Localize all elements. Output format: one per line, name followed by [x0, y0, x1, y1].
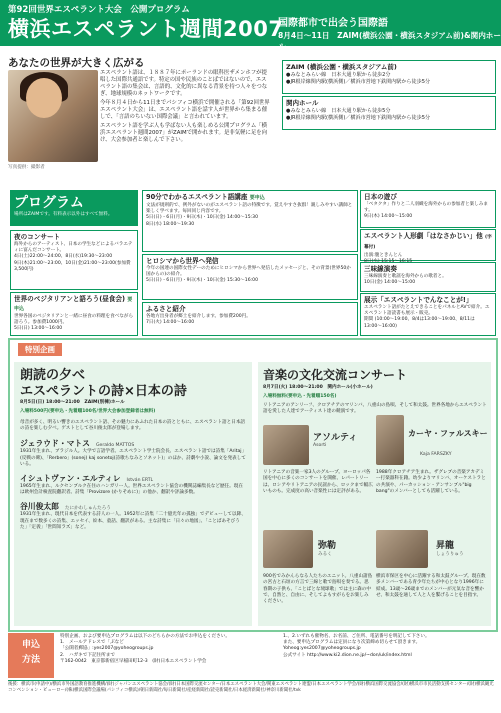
intro-paragraph: 今年８月４日から11日までパシフィコ横浜で開催される「第92回世界エスペラント大会」は、エスペラント語を話す人が世界から集まる催しで、「言語のちいない国際会議」と言われています。: [100, 100, 270, 120]
venue-access: ●みなとみらい線 日本大通り駅から徒歩5分: [286, 108, 391, 114]
program-item-desc: 世界各国のベジタリアンと一緒に昼食の料理を食べながら語ろう。参加費1000円。: [14, 314, 134, 326]
performer-desc: リトアニアの音楽一家3人のグループ。ヨーロッパ各国を中心に多くのコンサートを開催、レパートリーは、ロシアやリトアニアの民謡から、ロックまで幅広いものも。完成度の高い音楽性には定評がある。: [263, 470, 373, 494]
program-item-time: 8日(水) 18:00〜19:30: [146, 221, 195, 227]
concert-desc: リトアニアのアンリーフ、クロアチアのマリンバ、八重山の島唄、そして和太鼓。世界各地からエスペラント語を愛した人達でアーティスト達の競演です。: [263, 403, 487, 415]
program-item-title: 日本の遊び: [364, 193, 397, 201]
program-item-time: 9日(木)21:00〜23:00、10日(金)21:00〜23:00(参加費3,500円): [14, 260, 131, 272]
program-night-concert: [10, 230, 138, 290]
performer-name-en: みるく: [318, 552, 332, 557]
performer-name: アソルティ: [313, 433, 358, 443]
program-item-title: 夜のコンサート: [14, 233, 61, 241]
poet-desc: 1931年生まれ、ブラジル人。大学で言語学者。エスペラント学士院会長、エスペラント語では詩集「Aritaj」(反戦の碑)、「Rerbero」(sonej) kaj sonetoj(詩歌ちなみとソネット)」のほか、詩劇や小説、論文を発表している。: [20, 449, 246, 467]
program-item-desc: 文法が規則的で、例外がないのがエスペラント語の特徴です。覚えやすさ抜群！親しみやすい講師と楽しく学べます。毎回同じ内容です。: [146, 203, 353, 215]
venue-zaim: [282, 60, 496, 94]
performer-name: 弥勒: [318, 541, 337, 551]
program-item-desc: エスペラント語がたとえできることをパネルとAVで紹介。エスペラント語読書も展示・販売。: [364, 305, 490, 317]
concert-title: 音楽の文化交流コンサート: [263, 368, 408, 382]
program-japan-play: [360, 190, 496, 228]
evening-desc: 母音が多く、明るい響きのエスペラント語、その魅力にあふれた日本の詩とともに、エスペラント語と日本語の詩を楽しむ夕べ。ゲストとして谷川俊太郎が登場します。: [20, 420, 246, 432]
program-item-title: 世界のベジタリアンと語ろう(昼食会): [14, 295, 125, 303]
header-dates-venue: 8月4日〜11日 ZAIM(横浜公園・横浜スタジアム前)&関内ホール: [278, 31, 501, 51]
program-item-title: 90分でわかるエスペラント語講座: [146, 193, 248, 201]
apply-required-badge: 要申込: [249, 195, 265, 201]
poet-name-en: Geraldo MATTOS: [95, 443, 135, 449]
program-item-title: エスペラント人形劇「はなさかじい」他: [364, 232, 483, 240]
program-item-time: 10日(金) 14:00〜15:00: [364, 280, 416, 286]
apply-notes: [283, 634, 495, 659]
program-item-time: 期間 (10:00〜19:00、8/4は13:00〜19:00、8/11は13:00〜16:00): [364, 317, 475, 329]
footer-divider: [8, 680, 494, 681]
program-item-time: 8日(水) 15:15〜16:15: [364, 259, 413, 265]
performer-desc: 1988年クロアチア生まれ。ザグレブの音楽アカデミー打楽器科在籍。幼少よりマリンバ、オーケストラとの共演や、パーカッション・アンサンブル"big bang"のメンバーとしても活躍している。: [376, 470, 486, 494]
apply-label-line: 方法: [21, 655, 40, 665]
apply-intro: 特別企画、および要申込プログラムは以下のどちらかの方法でお申込をください。: [60, 634, 230, 639]
poet-entry: [20, 473, 246, 496]
program-esperanto-lesson: [142, 190, 358, 252]
footer-sponsors: 後援：横浜市(申請中)/横浜市外国語教育推進機構/(財)ジャパンエスペラント協会/(財)日本国際交流センター/日本エスペラント大会/関東エスペラント連盟/日本エスペラント学会/(財)横浜国際交流協会/(財)横浜市市民活動支援センター/(財)横浜観光コンベンション・ビューロー/(株)横浜国際会議場(パシフィコ横浜)/朝日新聞社/毎日新聞社/産経新聞社/読売新聞社/日本経済新聞社/神奈川新聞社/tvk: [8, 682, 494, 693]
program-item-desc: 「ベタクタ」作りと二人羽織を海外からの参加者と楽しみます。: [364, 202, 488, 214]
poet-desc: 1931年生まれ、現代日本を代表する詩人の一人。1952年に詩集「二十億光年の孤独」でデビューして以降、現在まで数多くの詩集、エッセイ、絵本、童話、翻訳がある。主な詩集に「日々の地図」、「ことばあそびうた」「定義」「世間知ラズ」など。: [20, 512, 246, 530]
poet-name: 谷川俊太郎: [20, 502, 59, 512]
performer-photo: [376, 415, 404, 465]
performer-photo: [263, 530, 313, 568]
performer-desc: 900名でみかんらなる人たちのユニット。八重山諸島の宮古と石垣の方言で三線と歌で島唄を奏でる。思春期の子供も、「ことばとな琉球歌」では主に森の中で、自然と、自由に、そしてよもすがらをお楽しみください。: [263, 574, 373, 605]
evening-title: 朗読の夕べ: [20, 368, 86, 383]
concert-fee: 入場料無料(要申込・先着順150名): [263, 394, 337, 399]
poet-name-en: たにかわしゅんたろう: [64, 506, 111, 512]
evening-subtitle: エスペラントの詩×日本の詩: [20, 384, 187, 399]
poet-name-en: István ERTL: [126, 478, 154, 484]
program-furusato: [142, 302, 358, 336]
performer-name-en: Kaja FARSZKY: [420, 452, 452, 457]
program-shamisen: [360, 262, 496, 292]
venue-title: ZAIM (横浜公園・横浜スタジアム前): [286, 63, 397, 71]
program-hiroshima: [142, 254, 358, 300]
apply-contact-email[interactable]: Yoheog:yes2007@yoheogroups.jp: [283, 646, 361, 652]
page-title: 横浜エスペラント週間2007: [8, 17, 284, 41]
program-title: プログラム: [14, 195, 84, 211]
program-item-title: ヒロシマから世界へ発信: [146, 257, 219, 265]
program-item-time: 9日(木) 14:00〜15:00: [364, 214, 413, 220]
official-site-link[interactable]: 公式サイト http://www.ki2.dion.ne.jp/~don/uk/index.html: [283, 652, 412, 658]
intro-paragraph: エスペラント語は、１８８７年にポーランドの眼科医ザメンホフが提唱した国際共通語です。特定の国や民族のことばではないので、エスペラント語の集会は、言語的、文化的に異なる背景を持つ人々をつなぎ、地球規模のネットワークです。: [100, 70, 268, 97]
performer-photo: [376, 530, 428, 568]
program-item-time: 5日(日) 13:00〜16:00: [14, 326, 63, 332]
venue-title: 関内ホール: [286, 99, 319, 107]
program-subtitle: 場所はZAIMです。有料表示以外はすべて無料。: [14, 212, 113, 217]
apply-line: 1. メールアドレスで「ぶなど: [60, 640, 124, 646]
program-item-title: 展示「エスペラントでんなことが!」: [364, 296, 473, 304]
poet-name: イシュトヴァン・エルティレ: [20, 474, 121, 484]
intro-body: [100, 70, 270, 144]
poet-name: ジェラウド・マトス: [20, 439, 90, 449]
apply-address: 〒162-0042 東京都新宿区早稲田町12-3 (財)日本エスペラント学会: [60, 658, 207, 664]
venue-access: ●みなとみらい線 日本大通り駅から徒歩2分: [286, 72, 391, 78]
program-item-title: ふるさと紹介: [146, 305, 186, 313]
apply-required-badge: 要申込: [14, 297, 133, 312]
subtitle-note: (字幕付): [364, 235, 492, 250]
performer-photo: [263, 425, 309, 465]
evening-body: [20, 420, 246, 531]
intro-heading: あなたの世界が大きく広がる: [8, 57, 145, 69]
performer-name: カーヤ・ファルスキー: [408, 429, 488, 438]
poet-entry: [20, 501, 246, 531]
program-item-title: 三味線演奏: [364, 265, 397, 273]
program-item-desc: 出演:腹ときんとん: [364, 253, 403, 258]
header-tagline: 国際都市で出会う国際語: [278, 18, 388, 29]
venue-access: ●JR根岸線関内駅(横浜側)／横浜市営地下鉄関内駅から徒歩5分: [286, 115, 431, 121]
program-item-desc: 海外からのアーティスト、日本の学生などによるバラエティに富んだコンサート。: [14, 242, 133, 254]
photo-face-shape: [26, 78, 62, 118]
apply-label-line: 申込: [21, 640, 40, 650]
performer-name: 昇龍: [436, 541, 455, 551]
performer-name-en: しょうりゅう: [436, 552, 464, 557]
program-item-desc: 三味線演奏と歌謡を海外からの歌者と。: [364, 274, 447, 279]
concert-date: 8月7日(火) 18:00〜21:00 関内ホール(小ホール): [263, 385, 373, 390]
apply-label: [10, 638, 52, 668]
apply-email[interactable]: 「公開者郵協」:yes2007@yoheogroups.jp: [60, 646, 154, 652]
poet-desc: 1965年生まれ、ルクセンブルク在住のハンガリー人。世界エスペラント協会の機関誌編集長など歴任。現在は欧州会計検査院翻訳者。詩集「Provizore (かりそめに)」の他か、翻訳や評論多数。: [20, 484, 243, 496]
program-item-time: 4日(土)22:00〜24:00、8日(水)19:30〜23:00: [14, 254, 113, 260]
apply-instructions: [60, 634, 275, 665]
program-item-desc: 今年の国連の国際女性デーのためにヒロシマから世界へ発信したメッセージと、その背景(世界50か国からの)の紹介。: [146, 266, 351, 278]
evening-date: 8月5日(日) 18:00〜21:00 ZAIM(別棟)ホール: [20, 400, 125, 405]
performer-desc: 横浜市保区を中心に活躍する和太鼓グループ。現在数多メンバーである青少年たちが中心となり1996年に結成。13歳〜26歳までのメンバーが元気な音を響かせ、和太鼓を通して人と人を繋げることを目指す。: [376, 574, 486, 598]
header-subtitle: 第92回世界エスペラント大会 公開プログラム: [8, 5, 190, 15]
program-vegetarian: [10, 292, 138, 336]
apply-note: 1.、2.いずれも催物名、お名前、ご住所、電話番号を明記して下さい。: [283, 634, 430, 639]
evening-fee: 入場料500円(要申込・先着順100名/世界大会参加登録者は無料): [20, 409, 156, 414]
intro-paragraph: エスペラント語を学ぶ人も学ばない人も楽しめる公開プログラム「横浜エスペラント週間2007」がZAIMで開かれます。是非気軽に足を向け、大会参加者と楽しんで下さい。: [100, 123, 268, 143]
program-exhibit: [360, 293, 496, 336]
photo-caption: 写真提供：撮影者: [8, 165, 45, 170]
program-item-time: 5日(日)・6日(月)・9日(木)・10日(金) 14:00〜15:30: [146, 215, 259, 221]
venue-access: ●JR根岸線関内駅(横浜側)／横浜市営地下鉄関内駅から徒歩5分: [286, 79, 431, 85]
special-tag: 特別企画: [18, 343, 62, 356]
program-puppet: [360, 229, 496, 265]
apply-note: また、要申込プログラムは定員になり次第締め切らせて頂きます。: [283, 640, 421, 646]
poet-entry: [20, 438, 246, 468]
program-item-time: 5日(日)・6日(月)・9日(木)・10日(金) 15:30〜16:00: [146, 278, 259, 284]
program-item-time: 7日(火) 14:00〜16:00: [146, 320, 195, 326]
performer-name-en: Asorti: [313, 443, 327, 448]
venue-kannai: [282, 96, 496, 130]
apply-line: 2. ハガキで下記住所まで: [60, 652, 115, 658]
program-item-desc: 各地方出身者が郷土を紹介します。参加費200円。: [146, 314, 251, 319]
